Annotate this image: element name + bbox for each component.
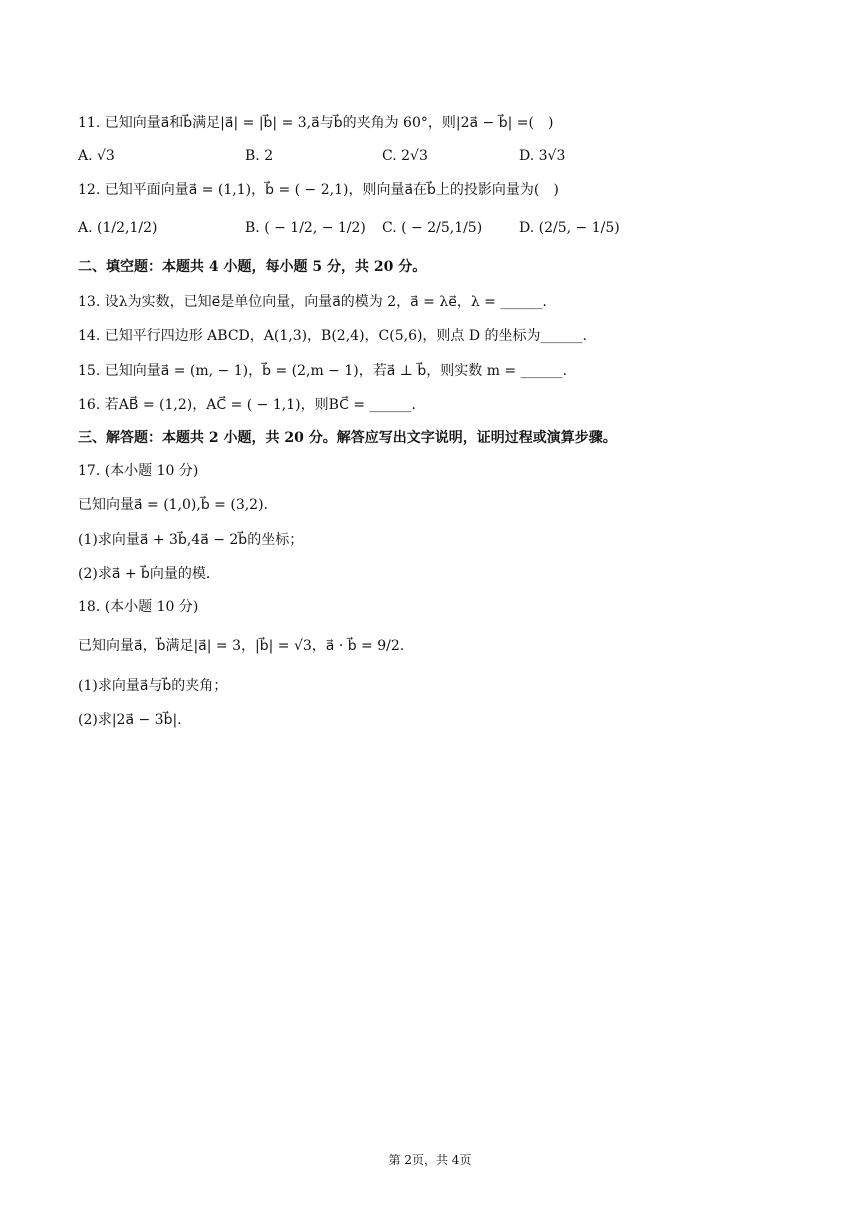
- question-15: 15. 已知向量a⃗ = (m, − 1)，b⃗ = (2,m − 1)，若a⃗ ⊥ b⃗，则实数 m = ______.: [78, 363, 568, 379]
- question-12-stem: 12. 已知平面向量a⃗ = (1,1)，b⃗ = ( − 2,1)，则向量a⃗在b⃗上的投影向量为( ): [78, 182, 559, 198]
- question-11-option-d: D. 3√3: [519, 148, 566, 164]
- question-17-part-2: (2)求a⃗ + b⃗向量的模.: [78, 566, 211, 582]
- question-17-part-1: (1)求向量a⃗ + 3b⃗,4a⃗ − 2b⃗的坐标；: [78, 532, 304, 548]
- question-12-option-d: D. (2/5, − 1/5): [519, 220, 620, 236]
- section-2-heading: 二、填空题：本题共 4 小题，每小题 5 分，共 20 分。: [78, 259, 427, 275]
- question-18-part-1: (1)求向量a⃗与b⃗的夹角；: [78, 678, 228, 694]
- question-11-option-a: A. √3: [78, 148, 115, 164]
- question-18-part-2: (2)求|2a⃗ − 3b⃗|.: [78, 712, 182, 728]
- question-18-title: 18. (本小题 10 分): [78, 599, 199, 615]
- question-12-option-c: C. ( − 2/5,1/5): [382, 220, 483, 236]
- question-17-given: 已知向量a⃗ = (1,0),b⃗ = (3,2).: [78, 497, 269, 513]
- section-3-heading: 三、解答题：本题共 2 小题，共 20 分。解答应写出文字说明，证明过程或演算步骤。: [78, 430, 617, 446]
- question-18-given: 已知向量a⃗，b⃗满足|a⃗| = 3，|b⃗| = √3，a⃗ · b⃗ = 9/2.: [78, 638, 405, 654]
- question-17-title: 17. (本小题 10 分): [78, 463, 199, 479]
- question-16: 16. 若AB⃗ = (1,2)，AC⃗ = ( − 1,1)，则BC⃗ = ______.: [78, 397, 416, 413]
- page-footer: 第 2页，共 4页: [388, 1153, 472, 1167]
- question-12-option-a: A. (1/2,1/2): [78, 220, 158, 236]
- question-14: 14. 已知平行四边形 ABCD，A(1,3)，B(2,4)，C(5,6)，则点 D 的坐标为______.: [78, 328, 588, 344]
- question-11-option-b: B. 2: [245, 148, 274, 164]
- question-11-option-c: C. 2√3: [382, 148, 428, 164]
- question-13: 13. 设λ为实数，已知e⃗是单位向量，向量a⃗的模为 2，a⃗ = λe⃗，λ = ______.: [78, 294, 547, 310]
- question-11-stem: 11. 已知向量a⃗和b⃗满足|a⃗| = |b⃗| = 3,a⃗与b⃗的夹角为 60°，则|2a⃗ − b⃗| =( ): [78, 115, 554, 131]
- question-12-option-b: B. ( − 1/2, − 1/2): [245, 220, 366, 236]
